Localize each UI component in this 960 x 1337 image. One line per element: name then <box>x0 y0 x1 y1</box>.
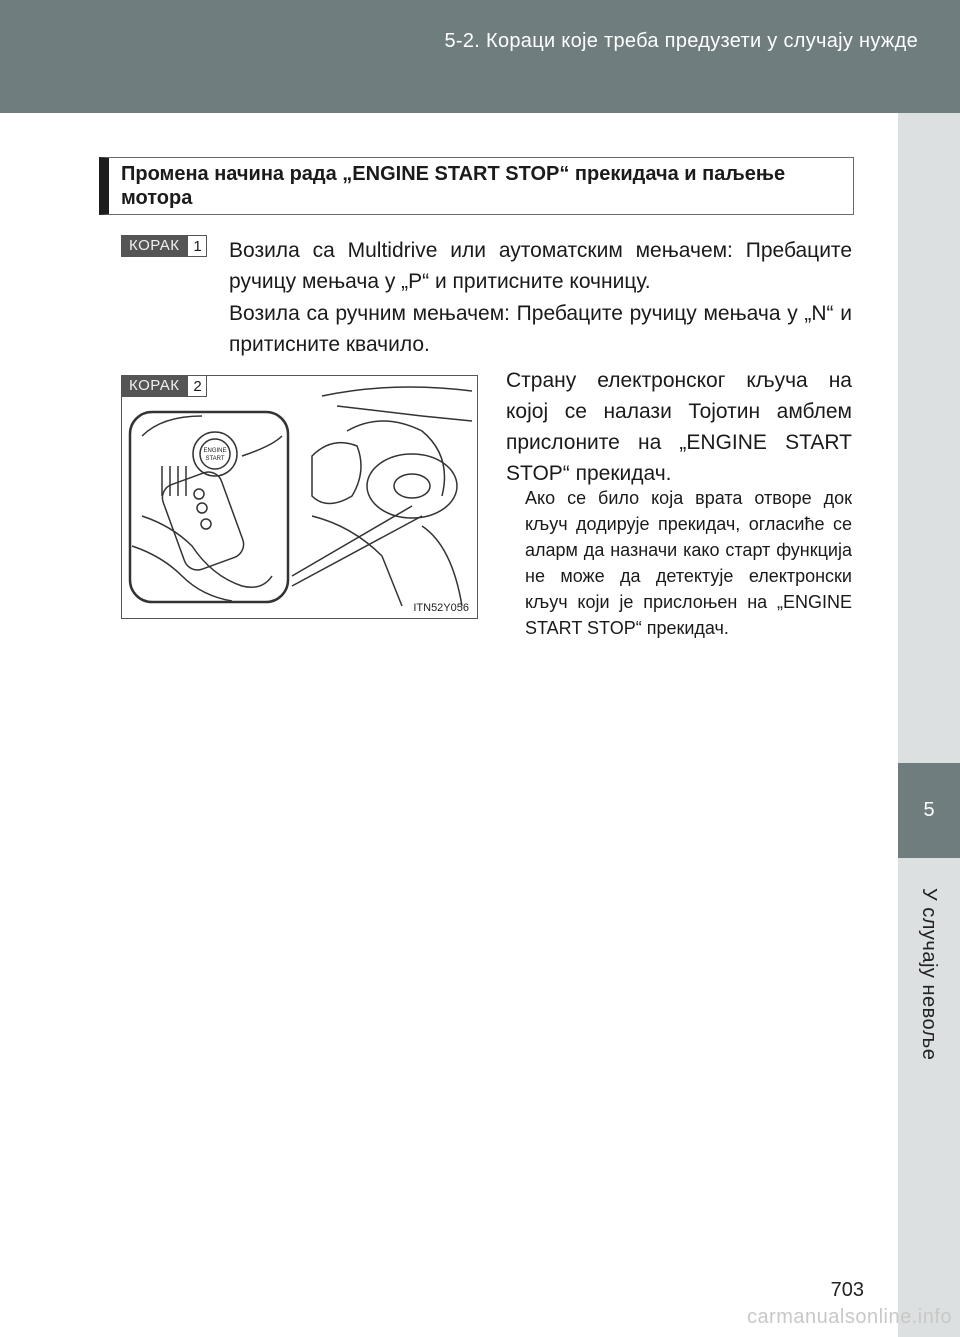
illustration-drawing <box>122 376 478 619</box>
step-1-paragraph-2: Возила са ручним мењачем: Пребаците ручицу мењача у „N“ и притисните квачило. <box>229 302 852 356</box>
step-1-paragraph-1: Возила са Multidrive или аутоматским мењачем: Пребаците ручицу мењача у „P“ и притисните кочницу. <box>229 239 852 293</box>
inset-panel-line <box>142 416 202 436</box>
key-button-1 <box>194 489 204 499</box>
pointer-line-2 <box>292 516 422 586</box>
watermark: carmanualsonline.info <box>746 1306 952 1328</box>
page-number: 703 <box>830 1279 864 1301</box>
center-console <box>422 526 462 606</box>
header-title: 5-2. Кораци које треба предузети у случају нужде <box>444 30 918 52</box>
start-button-face <box>200 439 230 469</box>
illustration-key-on-start-button <box>121 375 478 619</box>
windshield-line <box>322 387 472 396</box>
side-tab-chapter-number: 5 <box>898 763 960 858</box>
step-2-word: КОРАК <box>129 377 180 394</box>
chapter-header-bar <box>0 0 960 113</box>
electronic-key-body <box>158 468 247 574</box>
closeup-door-line <box>242 436 282 456</box>
step-2-number: 2 <box>187 375 207 397</box>
illustration-code: ITN52Y056 <box>413 602 469 614</box>
side-tab-upper <box>898 113 960 763</box>
key-button-2 <box>197 503 207 513</box>
step-2-paragraph-1: Страну електронског кључа на којој се налази Тојотин амблем прислоните на „ENGINE START STOP“ прекидач. <box>506 369 852 485</box>
section-title: Промена начина рада „ENGINE START STOP“ прекидача и паљење мотора <box>99 157 854 215</box>
start-button-label-line2: START <box>205 456 225 462</box>
step-1-word: КОРАК <box>129 237 180 254</box>
step-1-badge <box>121 235 207 257</box>
start-button-label-line1: ENGINE <box>203 448 227 454</box>
steering-hub <box>394 474 430 498</box>
side-tab-chapter-title: У случају невоље <box>918 888 940 1061</box>
step-2-badge <box>121 375 207 397</box>
step-2-note: Ако се било која врата отворе док кључ додирује прекидач, огласиће се аларм да назначи како старт функција не може да детектује електронски кључ који је прислоњен на „ENGINE START STOP“ прекидач. <box>525 488 852 638</box>
dashboard-top-line <box>337 406 472 421</box>
driver-body <box>312 516 402 606</box>
hand-outline <box>142 516 272 587</box>
pointer-line-1 <box>292 506 412 576</box>
driver-head <box>312 443 361 504</box>
key-button-3 <box>201 519 211 529</box>
step-1-number: 1 <box>187 235 207 257</box>
